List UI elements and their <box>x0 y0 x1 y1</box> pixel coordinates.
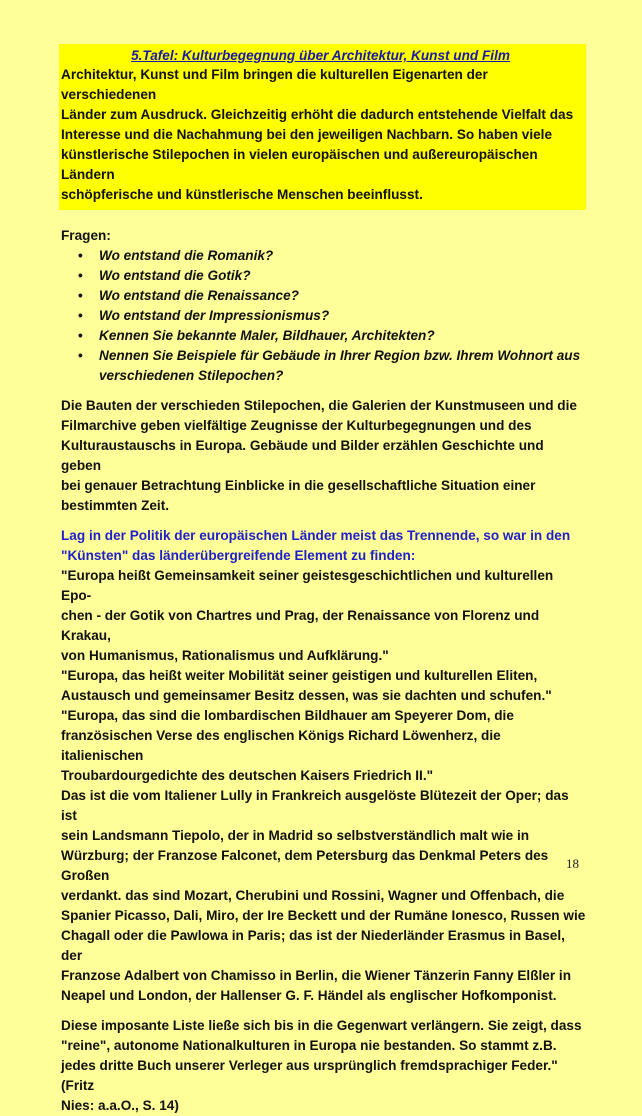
text-line: Würzburg; der Franzose Falconet, dem Petersburg das Denkmal Peters des Großen <box>61 848 549 884</box>
text-line: Die Bauten der verschieden Stilepochen, die Galerien der Kunstmuseen und die <box>61 398 577 414</box>
intro-text <box>61 65 580 205</box>
text-line: Spanier Picasso, Dali, Miro, der Ire Beckett und der Rumäne Ionesco, Russen wie <box>61 908 586 924</box>
text-line: verdankt. das sind Mozart, Cherubini und Rossini, Wagner und Offenbach, die <box>61 888 565 904</box>
section-title: 5.Tafel: Kulturbegegnung über Architektur, Kunst und Film <box>131 48 510 63</box>
text-line: Troubardourgedichte des deutschen Kaisers Friedrich II." <box>61 768 434 784</box>
text-line: sein Landsmann Tiepolo, der in Madrid so selbstverständlich malt wie in <box>61 828 530 844</box>
text-line: "Europa heißt Gemeinsamkeit seiner geistesgeschichtlichen und kulturellen Epo- <box>61 568 554 604</box>
question-item: • Kennen Sie bekannte Maler, Bildhauer, Architekten? <box>61 326 586 346</box>
question-item: • Wo entstand die Romanik? <box>61 246 586 266</box>
text-line: chen - der Gotik von Chartres und Prag, der Renaissance von Florenz und Krakau, <box>61 608 540 644</box>
text-line: Chagall oder die Pawlowa in Paris; das ist der Niederländer Erasmus in Basel, der <box>61 928 565 964</box>
text-line: französischen Verse des englischen Königs Richard Löwenherz, die italienischen <box>61 728 501 764</box>
text-line: Interesse und die Nachahmung bei den jeweiligen Nachbarn. So haben viele <box>61 127 553 143</box>
text-line: bestimmten Zeit. <box>61 498 170 514</box>
text-line: künstlerische Stilepochen in vielen europäischen und außereuropäischen Ländern <box>61 147 538 183</box>
paragraph-europa <box>61 526 586 1006</box>
question-item: • Wo entstand die Gotik? <box>61 266 586 286</box>
text-line: bei genauer Betrachtung Einblicke in die gesellschaftliche Situation einer <box>61 478 536 494</box>
text-line: schöpferische und künstlerische Menschen beeinflusst. <box>61 187 423 203</box>
text-line: "Europa, das heißt weiter Mobilität seiner geistigen und kulturellen Eliten, <box>61 668 538 684</box>
text-line: Architektur, Kunst und Film bringen die kulturellen Eigenarten der verschiedenen <box>61 67 488 103</box>
text-line-blue: Lag in der Politik der europäischen Länder meist das Trennende, so war in den <box>61 528 571 544</box>
bullet-icon: • <box>78 288 83 304</box>
text-line: Diese imposante Liste ließe sich bis in die Gegenwart verlängern. Sie zeigt, dass <box>61 1018 582 1034</box>
text-line: von Humanismus, Rationalismus und Aufklärung." <box>61 648 389 664</box>
questions-label: Fragen: <box>61 228 111 244</box>
text-line: "Europa, das sind die lombardischen Bildhauer am Speyerer Dom, die <box>61 708 514 724</box>
text-line: Austausch und gemeinsamer Besitz dessen, was sie dachten und schufen." <box>61 688 552 704</box>
text-line: Kulturaustauschs in Europa. Gebäude und Bilder erzählen Geschichte und geben <box>61 438 544 474</box>
question-item: • Wo entstand der Impressionismus? <box>61 306 586 326</box>
text-line: Nies: a.a.O., S. 14) <box>61 1098 179 1114</box>
bullet-icon: • <box>78 268 83 284</box>
highlight-box <box>59 44 586 210</box>
text-line: Das ist die vom Italiener Lully in Frankreich ausgelöste Blütezeit der Oper; das ist <box>61 788 569 824</box>
bullet-icon: • <box>78 308 83 324</box>
text-line: Neapel und London, der Hallenser G. F. Händel als englischer Hofkomponist. <box>61 988 557 1004</box>
questions-list <box>61 246 586 386</box>
question-item: • Nennen Sie Beispiele für Gebäude in Ihrer Region bzw. Ihrem Wohnort aus verschiedenen Stilepochen? <box>78 348 581 384</box>
paragraph-bauten <box>61 396 586 516</box>
paragraph-liste <box>61 1016 586 1116</box>
bullet-icon: • <box>78 348 83 364</box>
document-page <box>61 44 586 1116</box>
bullet-icon: • <box>78 248 83 264</box>
text-line: jedes dritte Buch unserer Verleger aus ursprünglich fremdsprachiger Feder." (Fritz <box>61 1058 558 1094</box>
text-line: Franzose Adalbert von Chamisso in Berlin, die Wiener Tänzerin Fanny Elßler in <box>61 968 571 984</box>
text-line: Länder zum Ausdruck. Gleichzeitig erhöht die dadurch entstehende Vielfalt das <box>61 107 574 123</box>
text-line: "reine", autonome Nationalkulturen in Europa nie bestanden. So stammt z.B. <box>61 1038 557 1054</box>
text-line-blue: "Künsten" das länderübergreifende Element zu finden: <box>61 548 416 564</box>
question-item: • Wo entstand die Renaissance? <box>61 286 586 306</box>
bullet-icon: • <box>78 328 83 344</box>
page-number: 18 <box>566 856 579 871</box>
text-line: Filmarchive geben vielfältige Zeugnisse der Kulturbegegnungen und des <box>61 418 532 434</box>
